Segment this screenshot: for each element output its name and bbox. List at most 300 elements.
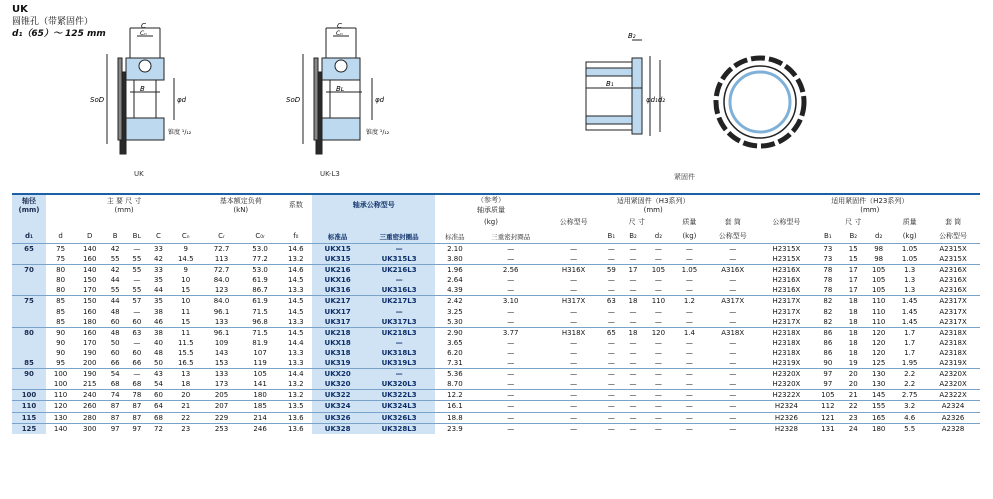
mass-ref: （参考） <box>476 196 505 204</box>
cell-m2: — <box>475 244 547 255</box>
cell-h23b2: 22 <box>842 401 864 412</box>
uk-caption: UK <box>134 170 144 178</box>
cell-no: UKX16 <box>312 275 363 285</box>
cell-h23b1: 105 <box>813 390 842 401</box>
table-row <box>12 412 980 423</box>
cell-C0r: 246 <box>241 423 280 434</box>
label-b1: B₁ <box>606 80 614 88</box>
cell-h23no: H2322X <box>760 390 814 401</box>
cell-D: 215 <box>83 380 97 389</box>
cell-h23kg: 2.75 <box>893 390 926 401</box>
cell-m1: 3.80 <box>447 255 463 264</box>
cell-Cr: 133 <box>202 369 241 380</box>
cell-no: UK326 <box>312 412 363 423</box>
cell-m1: 7.31 <box>447 359 463 368</box>
cell-h23b1: 86 <box>823 338 833 347</box>
cell-shaft <box>12 285 46 296</box>
cell-h23b1: 97 <box>823 380 833 389</box>
cell-Cn: 9 <box>169 265 202 276</box>
cell-Cr: 153 <box>214 359 229 368</box>
hd-mass-l3: 三重密封圈品 <box>491 232 531 241</box>
cell-m1: 2.10 <box>435 244 474 255</box>
cell-m1: 4.39 <box>447 286 463 295</box>
cell-h23b2: 18 <box>848 348 858 357</box>
table-row <box>12 285 980 296</box>
table-row <box>12 369 980 380</box>
label-taper-l3: 锥度 ¹/₁₂ <box>366 129 390 136</box>
label-c-l3: C <box>337 22 342 30</box>
cell-C: 50 <box>154 359 163 368</box>
cell-h23kg: 1.3 <box>893 265 926 276</box>
cell-h23b2: 18 <box>848 317 858 326</box>
cell-h3b1: — <box>607 359 615 368</box>
cell-D: 280 <box>75 412 104 423</box>
cell-h3sl: — <box>706 423 760 434</box>
cell-h3sl: — <box>729 255 737 264</box>
cell-h23sl: A2318X <box>926 327 980 338</box>
cell-h23b1: 82 <box>823 307 833 316</box>
cell-h3b2: — <box>622 423 644 434</box>
cell-h23kg: 1.7 <box>904 338 916 347</box>
cell-h3d2: — <box>654 276 662 285</box>
table-row <box>12 348 980 358</box>
cell-l3: UK322L3 <box>363 390 435 401</box>
h3-sleeve: 套 筒 <box>724 218 741 226</box>
hd-h3-kg: (kg) <box>682 232 697 240</box>
table-row <box>12 275 980 285</box>
ukl3-caption: UK-L3 <box>320 170 340 178</box>
cell-h3b2: — <box>629 348 637 357</box>
cell-m2: — <box>507 276 515 285</box>
cell-d: 80 <box>56 276 66 285</box>
cell-d: 80 <box>56 286 66 295</box>
cell-h23b1: 131 <box>813 423 842 434</box>
cell-f0: 13.6 <box>279 412 312 423</box>
hd-mass-std: 标准品 <box>445 232 465 241</box>
hd-h3-b2: B₂ <box>629 232 637 240</box>
cell-h3b1: — <box>600 369 622 380</box>
cell-Cn: 23 <box>169 423 202 434</box>
cell-f0: 13.3 <box>288 348 304 357</box>
cell-h3kg: 1.2 <box>673 296 706 307</box>
cell-D: 140 <box>75 244 104 255</box>
cell-h23kg: 1.95 <box>901 359 918 368</box>
hd-d: d <box>58 232 63 240</box>
cell-h23no: H2328 <box>760 423 814 434</box>
cell-B: 97 <box>104 423 126 434</box>
cell-m2: — <box>507 338 515 347</box>
cell-h3no: H316X <box>547 265 601 276</box>
cell-d: 75 <box>56 255 66 264</box>
cell-d: 140 <box>46 423 75 434</box>
cell-h3b2: — <box>629 317 637 326</box>
cell-h23d2: 180 <box>864 423 893 434</box>
cell-m1: 6.20 <box>447 348 463 357</box>
cell-BL: 97 <box>126 423 148 434</box>
cell-l3: UK318L3 <box>363 348 435 358</box>
cell-f0: 14.4 <box>288 338 304 347</box>
cell-shaft: 75 <box>12 296 46 307</box>
cell-h23d2: 105 <box>864 265 893 276</box>
cell-C0r: 119 <box>253 359 267 368</box>
cell-m1: 8.70 <box>447 380 463 389</box>
hd-std: 标准品 <box>312 229 363 244</box>
cell-f0: 14.4 <box>279 369 312 380</box>
cell-Cr: 84.0 <box>202 296 241 307</box>
cell-h23b2: 18 <box>842 296 864 307</box>
cell-l3: — <box>363 244 435 255</box>
cell-h23d2: 120 <box>864 327 893 338</box>
cell-C: 48 <box>154 348 163 357</box>
cell-h3b2: — <box>629 380 637 389</box>
cell-h3b2: — <box>629 307 637 316</box>
cell-h23d2: 120 <box>871 348 886 357</box>
h23-qty: 质量 <box>902 218 917 226</box>
cell-h23b1: 73 <box>813 244 842 255</box>
cell-h23kg: 1.45 <box>893 296 926 307</box>
cell-h3b1: — <box>607 307 615 316</box>
cell-m1: 23.9 <box>435 423 474 434</box>
cell-h3no: — <box>547 401 601 412</box>
cell-D: 140 <box>75 265 104 276</box>
label-sod-l3: SoD <box>286 96 301 104</box>
cell-h23b2: 17 <box>842 265 864 276</box>
cell-h3b2: 18 <box>622 327 644 338</box>
h3-unit: (mm) <box>643 206 663 214</box>
header-range: d₁（65）～ 125 mm <box>12 29 106 39</box>
cell-h3d2: — <box>644 412 673 423</box>
cell-d: 120 <box>46 401 75 412</box>
cell-h3b1: — <box>600 390 622 401</box>
cell-m1: 3.65 <box>447 338 463 347</box>
cell-h23d2: 98 <box>874 255 884 264</box>
load-title: 基本额定负荷 <box>219 197 262 205</box>
uk-bearing-drawing <box>90 22 200 162</box>
cell-Cr: 72.7 <box>202 265 241 276</box>
cell-h3no: H317X <box>547 296 601 307</box>
cell-h23b2: 20 <box>842 369 864 380</box>
hd-Cn: Cₙ <box>181 232 190 240</box>
cell-h23sl: A2318X <box>939 348 967 357</box>
cell-Cr: 84.0 <box>213 276 230 285</box>
col-bearing-no: 轴承公称型号 <box>312 194 435 215</box>
cell-h3no: — <box>570 307 578 316</box>
cell-h23kg: 1.05 <box>901 255 918 264</box>
cell-f0: 14.5 <box>279 296 312 307</box>
cell-h23d2: 130 <box>864 369 893 380</box>
cell-Cn: 15 <box>181 317 191 326</box>
bearing-spec-table <box>12 193 980 434</box>
cell-h3b2: — <box>629 286 637 295</box>
cell-h3b2: — <box>622 390 644 401</box>
cell-h23sl: A2318X <box>939 338 967 347</box>
cell-f0: 14.6 <box>279 244 312 255</box>
cell-C0r: 71.5 <box>252 307 268 316</box>
col-main-dims <box>46 194 202 215</box>
cell-h23kg: 1.05 <box>893 244 926 255</box>
cell-m2: — <box>507 255 515 264</box>
cell-h3d2: 110 <box>644 296 673 307</box>
cell-l3: UK217L3 <box>363 296 435 307</box>
cell-Cr: 109 <box>214 338 229 347</box>
cell-shaft: 125 <box>12 423 46 434</box>
cell-f0: 14.6 <box>279 265 312 276</box>
cell-m1: 5.36 <box>435 369 474 380</box>
cell-B: 42 <box>104 265 126 276</box>
shaft-head: 轴径 (mm) <box>18 197 40 214</box>
cell-h23d2: 155 <box>864 401 893 412</box>
cell-C0r: 96.8 <box>252 317 268 326</box>
cell-C: 42 <box>154 255 163 264</box>
cell-h3no: — <box>547 244 601 255</box>
cell-h3kg: — <box>685 255 693 264</box>
cell-Cr: 207 <box>202 401 241 412</box>
cell-B: 44 <box>104 296 126 307</box>
col-h23 <box>760 194 980 215</box>
cell-h3b2: — <box>622 369 644 380</box>
label-d1d2: φd₁d₂ <box>646 96 666 104</box>
cell-l3: UK316L3 <box>363 285 435 296</box>
hd-l3: 三重密封圈品 <box>363 229 435 244</box>
cell-h3no: — <box>570 338 578 347</box>
cell-m2: — <box>507 317 515 326</box>
cell-h3sl: — <box>706 401 760 412</box>
cell-h3d2: — <box>644 369 673 380</box>
cell-h3kg: — <box>685 348 693 357</box>
cell-C: 68 <box>148 412 170 423</box>
cell-C0r: 180 <box>241 390 280 401</box>
cell-C: 40 <box>154 338 163 347</box>
cell-C: 33 <box>148 244 170 255</box>
cell-D: 170 <box>83 338 97 347</box>
cell-h3b1: — <box>607 317 615 326</box>
table-row <box>12 244 980 255</box>
cell-h3kg: 1.4 <box>673 327 706 338</box>
table-row <box>12 327 980 338</box>
cell-h23sl: A2317X <box>939 317 967 326</box>
cell-BL: — <box>126 369 148 380</box>
cell-no: UK316 <box>312 285 363 296</box>
cell-m2: 3.10 <box>475 296 547 307</box>
cell-h3d2: — <box>654 307 662 316</box>
cell-h23sl: A2317X <box>926 296 980 307</box>
table-row <box>12 390 980 401</box>
cell-h3no: — <box>570 359 578 368</box>
cell-h23sl: A2316X <box>939 276 967 285</box>
cell-h23b2: 18 <box>842 327 864 338</box>
cell-h3b2: — <box>629 338 637 347</box>
table-row <box>12 358 980 369</box>
cell-h3kg: — <box>685 307 693 316</box>
sleeve-caption: 紧固件 <box>674 173 695 181</box>
cell-Cr: 205 <box>202 390 241 401</box>
cell-h23no: H2318X <box>772 338 801 347</box>
cell-h3d2: — <box>654 255 662 264</box>
cell-B: 42 <box>104 244 126 255</box>
label-bl: Bʟ <box>336 85 345 93</box>
cell-h23no: H2317X <box>772 307 801 316</box>
cell-B: 54 <box>104 369 126 380</box>
cell-h3kg: — <box>685 317 693 326</box>
cell-D: 240 <box>75 390 104 401</box>
cell-h23d2: 165 <box>864 412 893 423</box>
cell-shaft: 110 <box>12 401 46 412</box>
cell-C0r: 53.0 <box>241 265 280 276</box>
cell-f0: 14.5 <box>279 327 312 338</box>
cell-f0: 13.6 <box>279 423 312 434</box>
cell-l3: UK218L3 <box>363 327 435 338</box>
sleeve-drawing <box>580 28 700 158</box>
cell-f0: 14.5 <box>288 307 304 316</box>
cell-h3kg: — <box>673 244 706 255</box>
cell-C: 44 <box>154 286 163 295</box>
cell-shaft: 85 <box>12 358 46 369</box>
cell-BL: — <box>133 307 141 316</box>
cell-h23b2: 15 <box>848 255 858 264</box>
cell-h3d2: 105 <box>644 265 673 276</box>
cell-h3d2: — <box>654 348 662 357</box>
cell-C: 54 <box>154 380 163 389</box>
shaft-sym: d₁ <box>12 229 46 244</box>
cell-m2: — <box>475 401 547 412</box>
cell-l3: UK320L3 <box>363 379 435 390</box>
cell-m1: 2.90 <box>435 327 474 338</box>
cell-m1: 18.8 <box>435 412 474 423</box>
cell-Cr: 96.1 <box>213 307 230 316</box>
cell-B: 66 <box>110 359 120 368</box>
hd-h23-sleeve-no: 公称型号 <box>939 232 968 240</box>
cell-Cn: 15 <box>181 286 191 295</box>
label-cn: Cₙ <box>140 30 147 37</box>
cell-BL: 66 <box>132 359 142 368</box>
cell-D: 190 <box>83 348 97 357</box>
hd-h23-b2: B₂ <box>849 232 858 240</box>
cell-h3sl: — <box>706 412 760 423</box>
cell-BL: 57 <box>126 296 148 307</box>
cell-d: 95 <box>56 359 66 368</box>
cell-C0r: 61.9 <box>252 276 268 285</box>
hd-h23-kg: (kg) <box>902 232 917 240</box>
h3-title: 适用紧固件（H3系列） <box>616 197 690 205</box>
cell-h23d2: 105 <box>871 276 886 285</box>
hd-h3-d2: d₂ <box>654 232 663 240</box>
hd-h3-b1: B₁ <box>607 232 616 240</box>
h23-dims: 尺 寸 <box>845 218 862 226</box>
cell-m2: — <box>507 307 515 316</box>
cell-h23no: H2316X <box>772 276 801 285</box>
cell-h23no: H2319X <box>772 359 801 368</box>
cell-h23b1: 112 <box>813 401 842 412</box>
cell-h23no: H2326 <box>760 412 814 423</box>
label-cn-l3: Cₙ <box>336 30 343 37</box>
cell-h23kg: 1.45 <box>901 307 918 316</box>
label-b2: B₂ <box>628 32 636 40</box>
cell-D: 160 <box>83 307 97 316</box>
cell-h3b1: — <box>607 338 615 347</box>
cell-BL: — <box>126 244 148 255</box>
cell-h23kg: 3.2 <box>893 401 926 412</box>
cell-h3sl: — <box>706 390 760 401</box>
col-h3 <box>547 194 760 215</box>
cell-h3kg: 1.05 <box>673 265 706 276</box>
cell-BL: 60 <box>132 348 142 357</box>
cell-BL: 87 <box>126 401 148 412</box>
cell-h23b1: 78 <box>813 265 842 276</box>
h3-code: 公称型号 <box>559 218 588 226</box>
cell-BL: — <box>133 338 141 347</box>
hd-h23-d2: d₂ <box>875 232 883 240</box>
cell-Cr: 253 <box>202 423 241 434</box>
header-series: UK <box>12 4 28 15</box>
h23-unit: (mm) <box>860 206 880 214</box>
cell-h23b2: 19 <box>848 359 858 368</box>
cell-Cn: 11 <box>169 327 202 338</box>
cell-m2: — <box>507 348 515 357</box>
cell-h3b2: — <box>629 276 637 285</box>
cell-h23sl: A2322X <box>926 390 980 401</box>
cell-h23b2: 21 <box>842 390 864 401</box>
cell-h23no: H2320X <box>772 380 801 389</box>
cell-Cr: 173 <box>214 380 229 389</box>
cell-h3sl: — <box>729 286 737 295</box>
cell-h3b1: 65 <box>600 327 622 338</box>
cell-C0r: 105 <box>241 369 280 380</box>
label-phid: φd <box>177 96 187 104</box>
cell-Cn: 15.5 <box>177 348 194 357</box>
cell-h3b1: — <box>600 401 622 412</box>
cell-B: 55 <box>110 255 120 264</box>
cell-C0r: 71.5 <box>241 327 280 338</box>
h3-dims: 尺 寸 <box>628 218 645 226</box>
cell-h3sl: A316X <box>706 265 760 276</box>
h23-title: 适用紧固件（H23系列） <box>831 197 909 205</box>
cell-C0r: 107 <box>253 348 267 357</box>
cell-l3: UK324L3 <box>363 401 435 412</box>
cell-d: 110 <box>46 390 75 401</box>
cell-BL: 55 <box>132 255 142 264</box>
cell-f0: 13.5 <box>279 401 312 412</box>
hd-h23-b1: B₁ <box>824 232 832 240</box>
cell-h23b2: 17 <box>848 286 858 295</box>
cell-l3: UK216L3 <box>363 265 435 276</box>
cell-h3b1: — <box>607 255 615 264</box>
cell-no: UK324 <box>312 401 363 412</box>
cell-h23sl: A2328 <box>926 423 980 434</box>
cell-h3b1: — <box>607 286 615 295</box>
cell-h23kg: 1.3 <box>904 286 916 295</box>
cell-l3: UK317L3 <box>363 317 435 328</box>
cell-Cn: 18 <box>181 380 191 389</box>
cell-h3no: — <box>547 369 601 380</box>
cell-h23sl: A2316X <box>926 265 980 276</box>
cell-m1: 3.25 <box>447 307 463 316</box>
cell-h3b2: — <box>622 401 644 412</box>
cell-Cn: 22 <box>169 412 202 423</box>
h23-sleeve: 套 筒 <box>944 218 962 226</box>
table-row <box>12 338 980 348</box>
main-dims-title: 主 要 尺 寸 <box>106 197 142 205</box>
cell-h23b1: 86 <box>813 327 842 338</box>
cell-Cr: 143 <box>214 348 229 357</box>
cell-h23no: H2315X <box>760 244 814 255</box>
cell-shaft: 65 <box>12 244 46 255</box>
cell-h23d2: 120 <box>871 338 886 347</box>
hd-Cr: Cᵣ <box>218 232 225 240</box>
cell-f0: 13.3 <box>288 317 304 326</box>
cell-h3d2: 120 <box>644 327 673 338</box>
cell-d: 85 <box>56 317 66 326</box>
cell-h3b2: — <box>629 359 637 368</box>
